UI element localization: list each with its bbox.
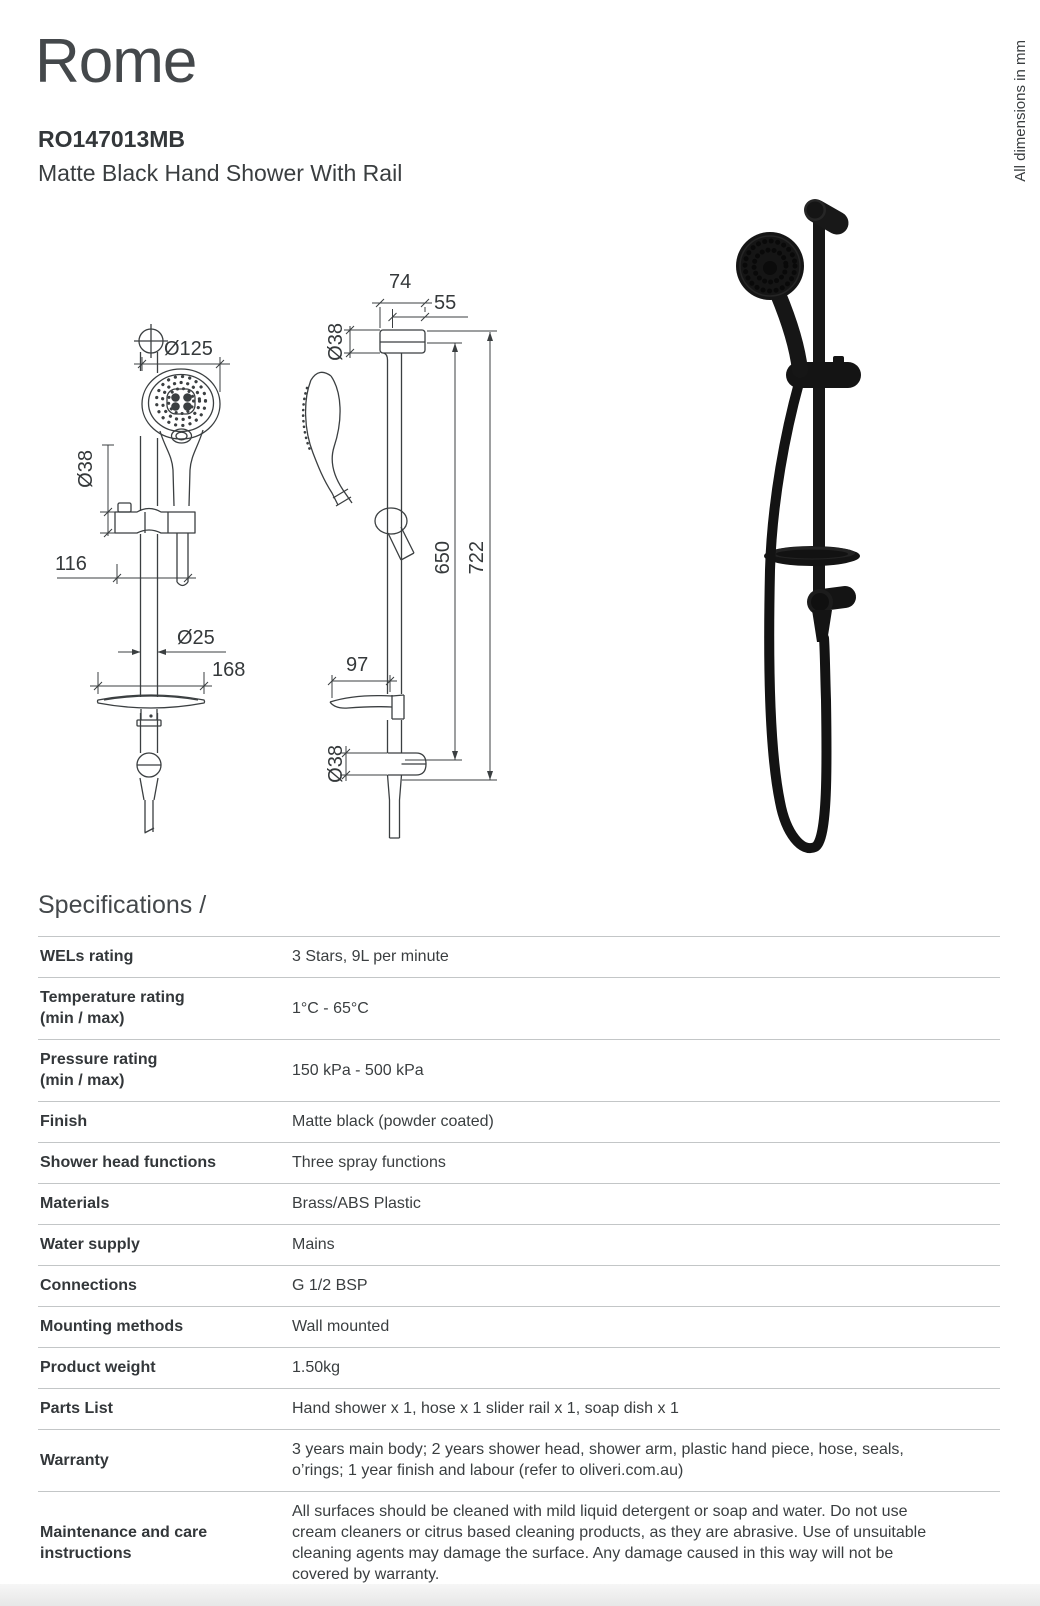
spec-row (38, 1142, 1000, 1183)
spec-label: Temperature rating (40, 989, 185, 1006)
spec-label: Parts List (40, 1400, 113, 1417)
front-view-drawing (57, 324, 230, 833)
dim-label-lower-bracket-diameter: Ø38 (325, 745, 347, 783)
product-code: RO147013MB (38, 126, 186, 152)
spec-value: Hand shower x 1, hose x 1 slider rail x 1, soap dish x 1 (292, 1400, 679, 1417)
dim-label-overall-height: 722 (466, 541, 488, 575)
spec-value: 3 years main body; 2 years shower head, shower arm, plastic hand piece, hose, seals, o’rings; 1 year finish and labour (refer to oliveri.com.au) (292, 1441, 904, 1479)
spec-label: Water supply (40, 1236, 140, 1253)
spec-row (38, 1265, 1000, 1306)
footer-strip (0, 1584, 1040, 1606)
dim-label-rail-length: 650 (432, 541, 454, 575)
spec-label: Shower head functions (40, 1154, 217, 1171)
dim-label-bracket-diameter: Ø38 (325, 323, 347, 361)
spec-row (38, 1347, 1000, 1388)
dim-label-rail-diameter: Ø25 (177, 627, 215, 649)
spec-row (38, 1101, 1000, 1142)
spec-value: 3 Stars, 9L per minute (292, 948, 449, 965)
dim-label-bracket-depth: 74 (389, 271, 412, 293)
spec-row (38, 1039, 1000, 1101)
spec-row (38, 977, 1000, 1039)
spec-label: Product weight (40, 1359, 156, 1376)
dim-label-soap-dish-depth: 97 (346, 654, 369, 676)
spec-row (38, 1224, 1000, 1265)
spec-value: 1°C - 65°C (292, 999, 369, 1017)
spec-row (38, 1429, 1000, 1491)
dim-label-head-diameter: Ø125 (164, 338, 213, 360)
spec-row (38, 1306, 1000, 1347)
spec-label: Mounting methods (40, 1318, 184, 1335)
spec-row (38, 1491, 1000, 1595)
spec-label-line2: (min / max) (40, 1010, 125, 1027)
dim-label-soap-dish-width: 168 (212, 659, 246, 681)
spec-row (38, 1388, 1000, 1429)
spec-value: Three spray functions (292, 1154, 446, 1171)
product-name: Rome (35, 27, 197, 96)
dimensions-note: All dimensions in mm (1012, 40, 1029, 182)
specifications-title: Specifications / (38, 891, 207, 919)
spec-label: WELs rating (40, 948, 134, 965)
dim-label-holder-offset: 116 (55, 553, 87, 575)
dim-label-holder-diameter: Ø38 (75, 450, 97, 488)
spec-label: Warranty (40, 1451, 109, 1469)
spec-label: Maintenance and care (40, 1524, 208, 1541)
spec-label-line2: instructions (40, 1545, 132, 1562)
spec-row (38, 1183, 1000, 1224)
specifications-table (38, 936, 1000, 1596)
spec-label-line2: (min / max) (40, 1072, 125, 1089)
spec-value: Brass/ABS Plastic (292, 1195, 421, 1212)
spec-value: Matte black (powder coated) (292, 1113, 494, 1130)
spec-label: Pressure rating (40, 1051, 158, 1068)
spec-value: Mains (292, 1236, 335, 1253)
spec-value: 1.50kg (292, 1359, 341, 1376)
spec-label: Connections (40, 1277, 137, 1294)
spec-label: Finish (40, 1113, 88, 1130)
product-photo (736, 199, 860, 848)
specifications-section (38, 890, 1000, 1596)
spec-value: 150 kPa - 500 kPa (292, 1061, 424, 1079)
product-description: Matte Black Hand Shower With Rail (38, 160, 403, 186)
dim-label-wall-offset: 55 (434, 292, 457, 314)
spec-value: Wall mounted (292, 1318, 390, 1335)
spec-value: All surfaces should be cleaned with mild liquid detergent or soap and water. Do not use cream cleaners or citrus based cleaning products, as they are abrasive. Use of unsuitable cleaning agents may damage the surface. Any damage caused in this way will not be covered by warranty. (292, 1503, 927, 1583)
spec-value: G 1/2 BSP (292, 1277, 368, 1294)
spec-label: Materials (40, 1195, 110, 1212)
spec-row (38, 936, 1000, 977)
